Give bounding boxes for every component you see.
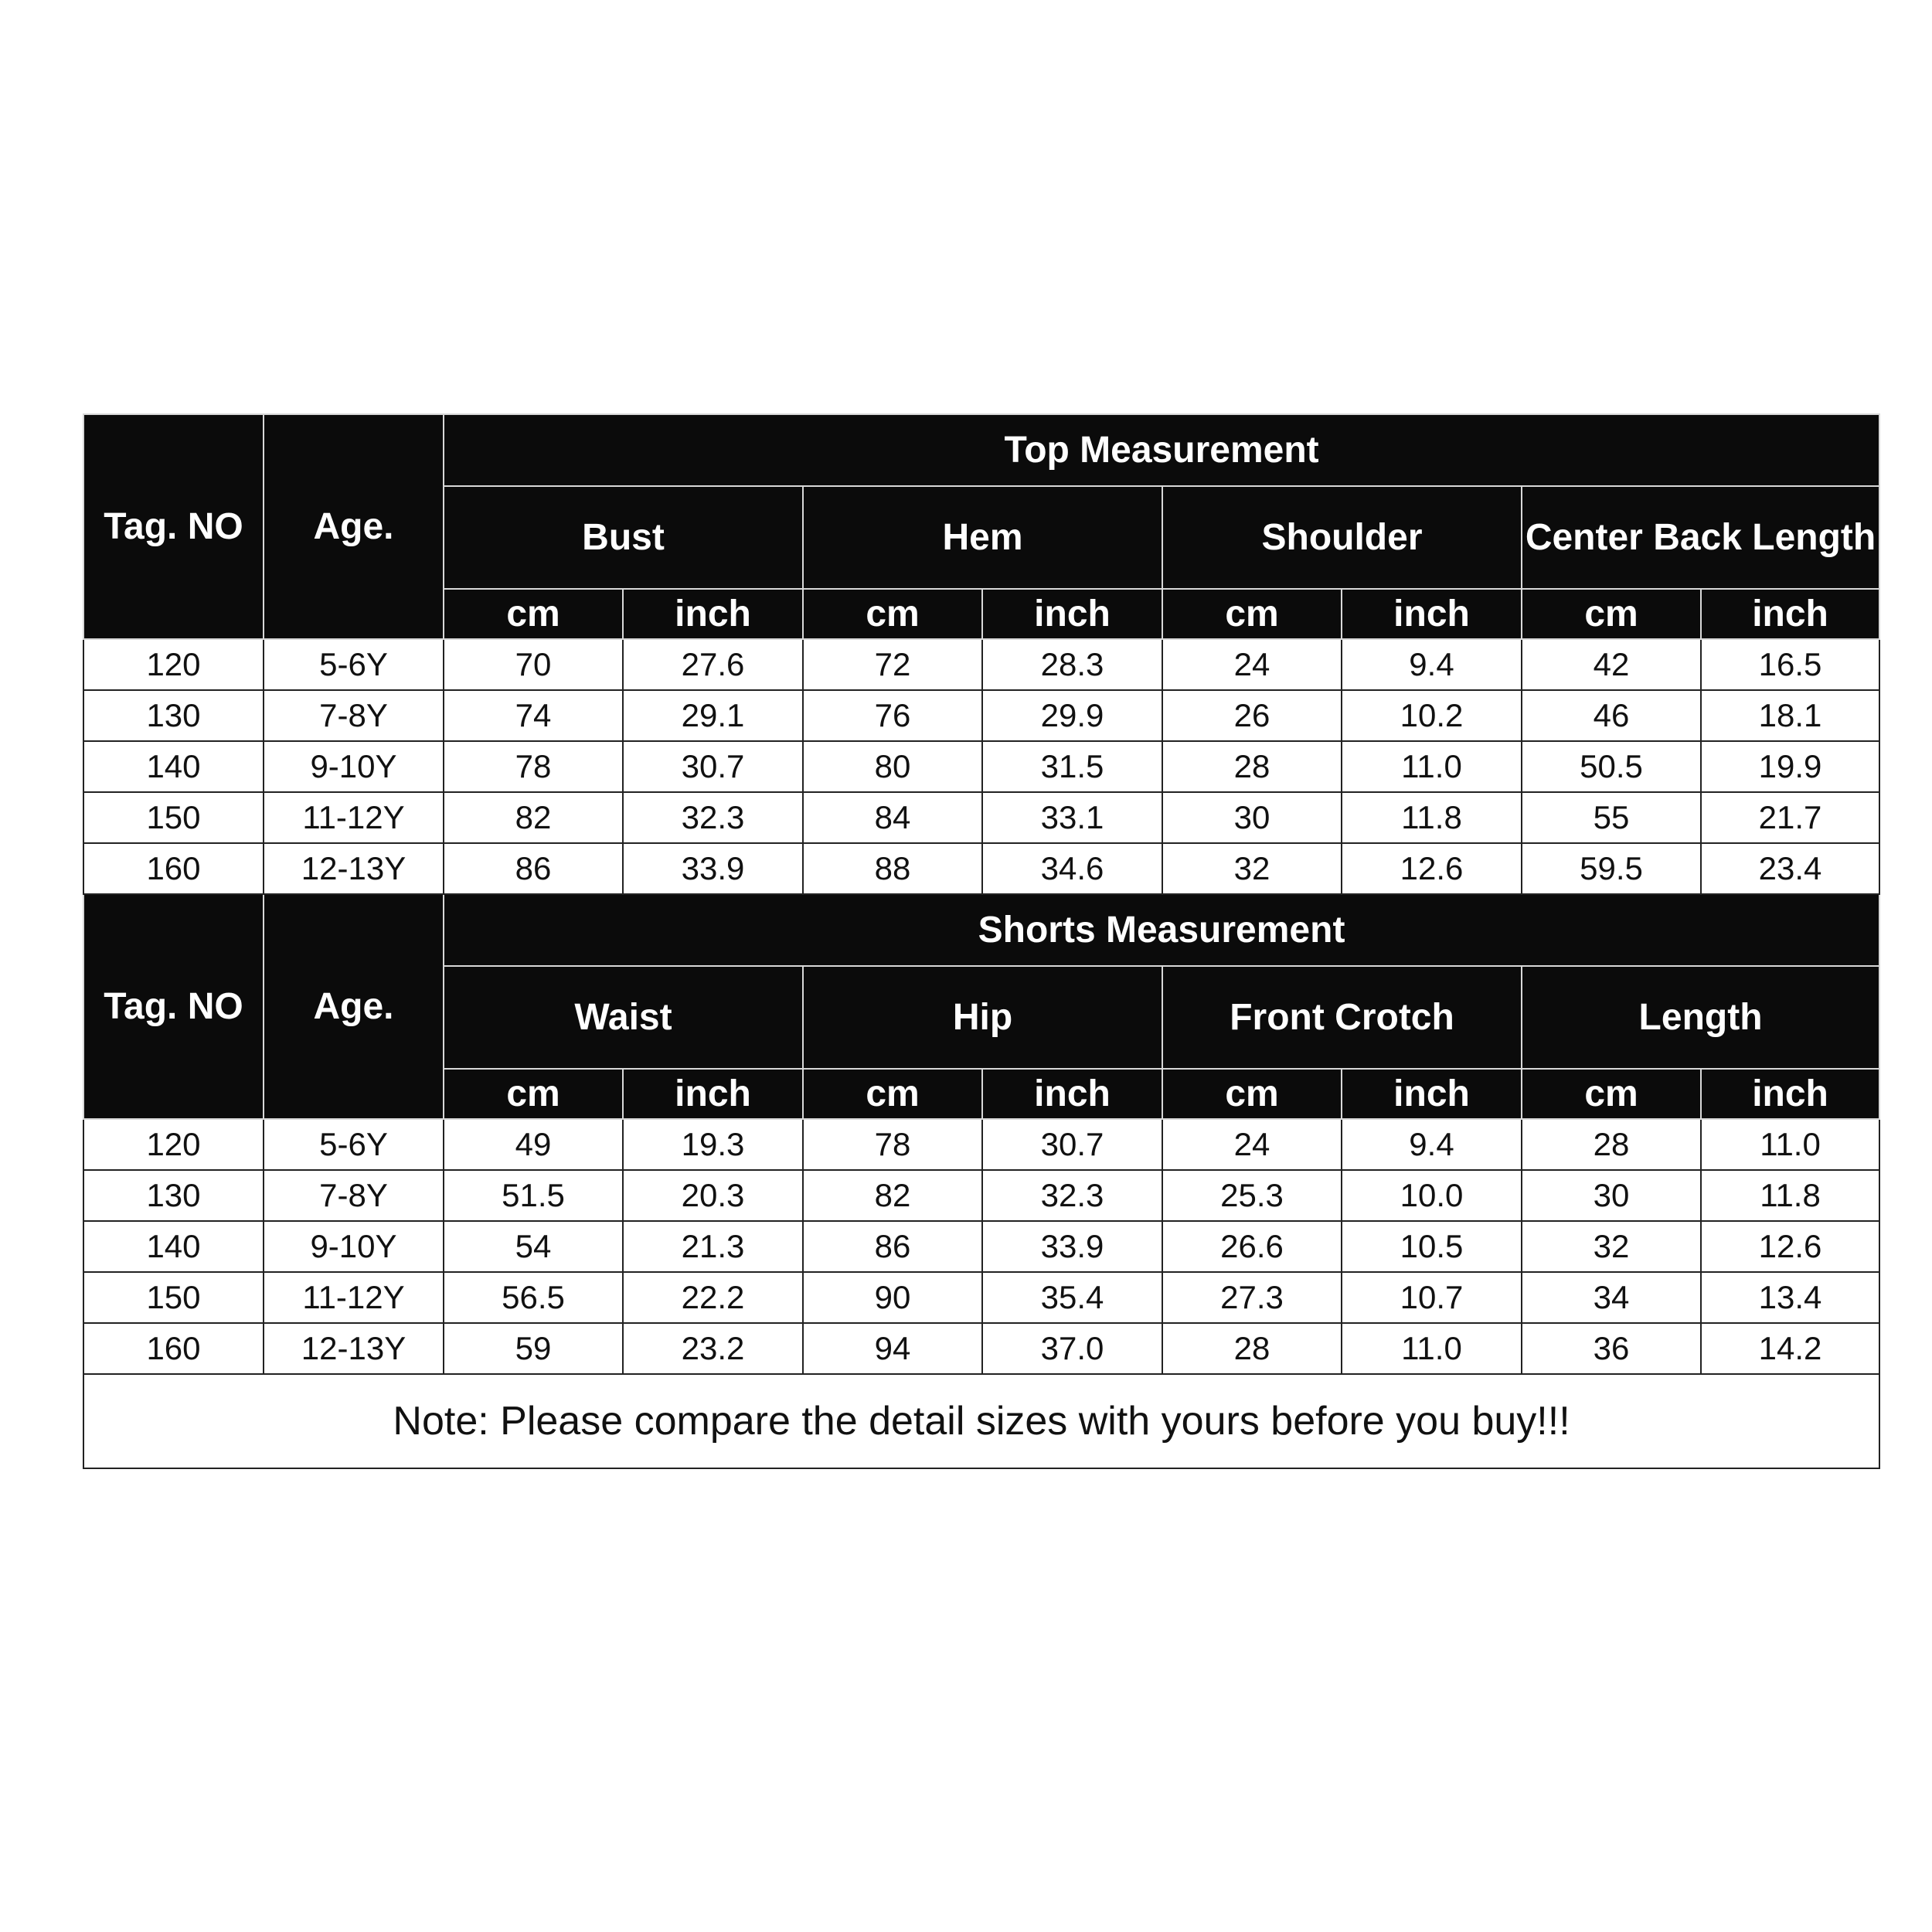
shorts-data-cell: 11.8: [1701, 1170, 1879, 1221]
shorts-unit-header: inch: [982, 1069, 1162, 1119]
shorts-data-cell: 25.3: [1162, 1170, 1342, 1221]
top-group-header: Center Back Length: [1522, 486, 1879, 589]
shorts-data-row: [83, 1272, 1879, 1323]
top-unit-header: cm: [803, 589, 982, 639]
top-data-row: [83, 792, 1879, 843]
shorts-data-cell: 150: [83, 1272, 264, 1323]
top-data-cell: 16.5: [1701, 639, 1879, 690]
shorts-unit-header: cm: [1162, 1069, 1342, 1119]
shorts-data-cell: 30: [1522, 1170, 1701, 1221]
shorts-data-cell: 86: [803, 1221, 982, 1272]
top-section-title: Top Measurement: [444, 414, 1879, 486]
top-data-row: [83, 690, 1879, 741]
shorts-data-cell: 56.5: [444, 1272, 623, 1323]
shorts-data-cell: 54: [444, 1221, 623, 1272]
shorts-tag-header: Tag. NO: [83, 894, 264, 1119]
top-data-cell: 26: [1162, 690, 1342, 741]
shorts-unit-header: cm: [1522, 1069, 1701, 1119]
top-unit-header: inch: [623, 589, 803, 639]
top-data-cell: 7-8Y: [264, 690, 444, 741]
shorts-header-row: [83, 894, 1879, 966]
shorts-section-title: Shorts Measurement: [444, 894, 1879, 966]
shorts-unit-header: cm: [444, 1069, 623, 1119]
size-chart-table: [83, 413, 1880, 1469]
size-chart-body: [83, 414, 1879, 1468]
shorts-data-cell: 10.7: [1342, 1272, 1522, 1323]
top-data-cell: 42: [1522, 639, 1701, 690]
shorts-data-cell: 5-6Y: [264, 1119, 444, 1170]
shorts-unit-header: inch: [1342, 1069, 1522, 1119]
shorts-data-row: [83, 1170, 1879, 1221]
shorts-data-cell: 32: [1522, 1221, 1701, 1272]
shorts-data-cell: 11.0: [1701, 1119, 1879, 1170]
shorts-data-row: [83, 1323, 1879, 1374]
top-data-cell: 11.8: [1342, 792, 1522, 843]
top-data-cell: 28.3: [982, 639, 1162, 690]
shorts-age-header: Age.: [264, 894, 444, 1119]
shorts-group-header: Waist: [444, 966, 803, 1069]
top-data-cell: 70: [444, 639, 623, 690]
top-data-cell: 120: [83, 639, 264, 690]
shorts-data-cell: 78: [803, 1119, 982, 1170]
shorts-data-cell: 27.3: [1162, 1272, 1342, 1323]
top-group-header: Bust: [444, 486, 803, 589]
shorts-data-cell: 10.0: [1342, 1170, 1522, 1221]
top-data-row: [83, 741, 1879, 792]
top-data-cell: 30: [1162, 792, 1342, 843]
shorts-data-cell: 22.2: [623, 1272, 803, 1323]
shorts-data-cell: 14.2: [1701, 1323, 1879, 1374]
shorts-data-cell: 37.0: [982, 1323, 1162, 1374]
shorts-data-cell: 30.7: [982, 1119, 1162, 1170]
top-data-cell: 11.0: [1342, 741, 1522, 792]
shorts-data-cell: 34: [1522, 1272, 1701, 1323]
top-data-cell: 12.6: [1342, 843, 1522, 894]
shorts-data-row: [83, 1221, 1879, 1272]
top-data-row: [83, 843, 1879, 894]
top-data-cell: 80: [803, 741, 982, 792]
top-data-cell: 18.1: [1701, 690, 1879, 741]
top-data-cell: 11-12Y: [264, 792, 444, 843]
shorts-data-cell: 160: [83, 1323, 264, 1374]
top-data-cell: 86: [444, 843, 623, 894]
top-data-cell: 9.4: [1342, 639, 1522, 690]
top-data-cell: 34.6: [982, 843, 1162, 894]
top-data-cell: 50.5: [1522, 741, 1701, 792]
top-data-cell: 59.5: [1522, 843, 1701, 894]
top-data-cell: 23.4: [1701, 843, 1879, 894]
top-data-cell: 72: [803, 639, 982, 690]
top-data-cell: 46: [1522, 690, 1701, 741]
top-data-cell: 88: [803, 843, 982, 894]
top-data-cell: 82: [444, 792, 623, 843]
shorts-data-cell: 12-13Y: [264, 1323, 444, 1374]
shorts-data-cell: 120: [83, 1119, 264, 1170]
top-tag-header: Tag. NO: [83, 414, 264, 639]
top-data-cell: 74: [444, 690, 623, 741]
top-data-cell: 21.7: [1701, 792, 1879, 843]
shorts-unit-header: inch: [623, 1069, 803, 1119]
top-data-cell: 29.1: [623, 690, 803, 741]
shorts-data-cell: 20.3: [623, 1170, 803, 1221]
shorts-data-cell: 28: [1162, 1323, 1342, 1374]
top-data-cell: 160: [83, 843, 264, 894]
shorts-data-cell: 94: [803, 1323, 982, 1374]
shorts-data-cell: 13.4: [1701, 1272, 1879, 1323]
shorts-data-cell: 90: [803, 1272, 982, 1323]
shorts-unit-header: inch: [1701, 1069, 1879, 1119]
top-unit-header: inch: [982, 589, 1162, 639]
shorts-group-header: Front Crotch: [1162, 966, 1522, 1069]
shorts-data-cell: 82: [803, 1170, 982, 1221]
shorts-group-header: Hip: [803, 966, 1162, 1069]
shorts-data-row: [83, 1119, 1879, 1170]
top-data-cell: 84: [803, 792, 982, 843]
top-data-row: [83, 639, 1879, 690]
shorts-data-cell: 10.5: [1342, 1221, 1522, 1272]
shorts-data-cell: 59: [444, 1323, 623, 1374]
top-data-cell: 29.9: [982, 690, 1162, 741]
top-data-cell: 150: [83, 792, 264, 843]
top-unit-header: cm: [444, 589, 623, 639]
top-data-cell: 24: [1162, 639, 1342, 690]
top-data-cell: 9-10Y: [264, 741, 444, 792]
shorts-data-cell: 35.4: [982, 1272, 1162, 1323]
shorts-data-cell: 11-12Y: [264, 1272, 444, 1323]
top-data-cell: 76: [803, 690, 982, 741]
shorts-data-cell: 140: [83, 1221, 264, 1272]
top-unit-header: inch: [1701, 589, 1879, 639]
shorts-data-cell: 49: [444, 1119, 623, 1170]
top-unit-header: cm: [1162, 589, 1342, 639]
note-text: Note: Please compare the detail sizes with yours before you buy!!!: [83, 1374, 1879, 1468]
top-header-row: [83, 414, 1879, 486]
top-group-header: Shoulder: [1162, 486, 1522, 589]
shorts-group-header: Length: [1522, 966, 1879, 1069]
top-data-cell: 32.3: [623, 792, 803, 843]
top-data-cell: 19.9: [1701, 741, 1879, 792]
shorts-data-cell: 26.6: [1162, 1221, 1342, 1272]
shorts-data-cell: 33.9: [982, 1221, 1162, 1272]
top-data-cell: 12-13Y: [264, 843, 444, 894]
shorts-data-cell: 51.5: [444, 1170, 623, 1221]
shorts-data-cell: 36: [1522, 1323, 1701, 1374]
note-row: [83, 1374, 1879, 1468]
top-data-cell: 78: [444, 741, 623, 792]
top-data-cell: 140: [83, 741, 264, 792]
top-data-cell: 33.9: [623, 843, 803, 894]
top-age-header: Age.: [264, 414, 444, 639]
top-data-cell: 27.6: [623, 639, 803, 690]
shorts-data-cell: 32.3: [982, 1170, 1162, 1221]
top-unit-header: inch: [1342, 589, 1522, 639]
top-data-cell: 130: [83, 690, 264, 741]
shorts-data-cell: 9-10Y: [264, 1221, 444, 1272]
top-data-cell: 28: [1162, 741, 1342, 792]
shorts-data-cell: 7-8Y: [264, 1170, 444, 1221]
shorts-unit-header: cm: [803, 1069, 982, 1119]
top-data-cell: 5-6Y: [264, 639, 444, 690]
shorts-data-cell: 19.3: [623, 1119, 803, 1170]
top-data-cell: 10.2: [1342, 690, 1522, 741]
top-data-cell: 33.1: [982, 792, 1162, 843]
top-data-cell: 30.7: [623, 741, 803, 792]
shorts-data-cell: 9.4: [1342, 1119, 1522, 1170]
shorts-data-cell: 130: [83, 1170, 264, 1221]
shorts-data-cell: 11.0: [1342, 1323, 1522, 1374]
top-unit-header: cm: [1522, 589, 1701, 639]
shorts-data-cell: 23.2: [623, 1323, 803, 1374]
shorts-data-cell: 28: [1522, 1119, 1701, 1170]
shorts-data-cell: 21.3: [623, 1221, 803, 1272]
shorts-data-cell: 12.6: [1701, 1221, 1879, 1272]
top-group-header: Hem: [803, 486, 1162, 589]
top-data-cell: 55: [1522, 792, 1701, 843]
top-data-cell: 31.5: [982, 741, 1162, 792]
top-data-cell: 32: [1162, 843, 1342, 894]
shorts-data-cell: 24: [1162, 1119, 1342, 1170]
